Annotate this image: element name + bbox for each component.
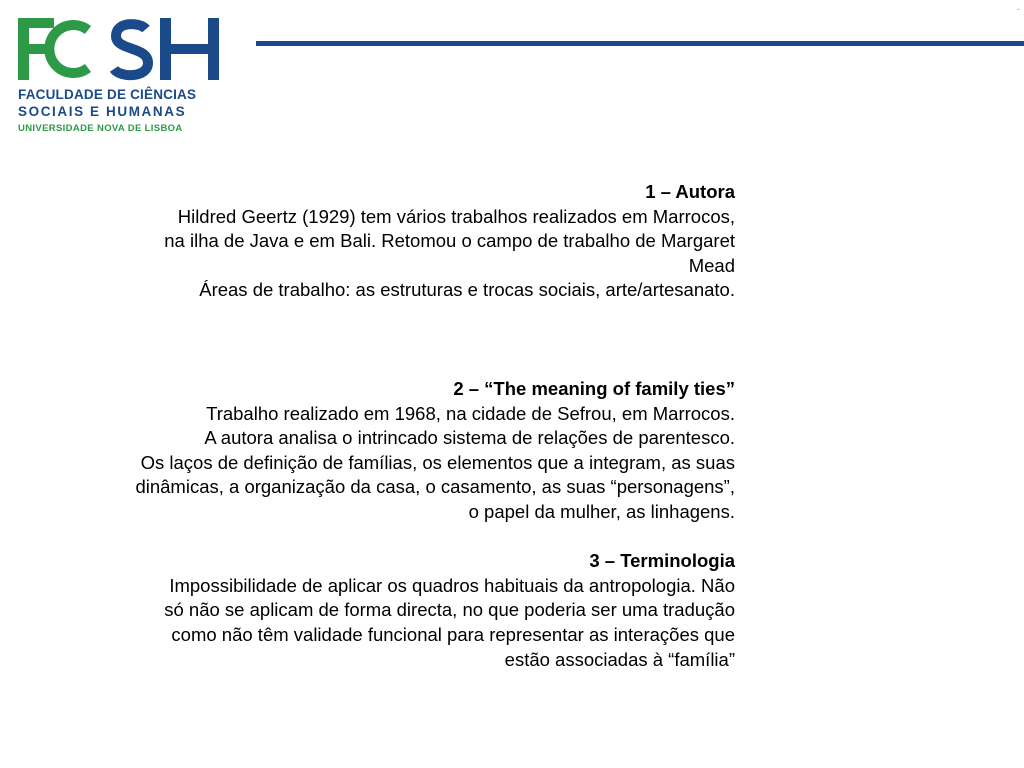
fcsh-logo: [16, 14, 226, 138]
logo-university-line: UNIVERSIDADE NOVA DE LISBOA: [18, 123, 183, 134]
text-line: na ilha de Java e em Bali. Retomou o campo de trabalho de Margaret: [164, 230, 735, 252]
text-line: o papel da mulher, as linhagens.: [468, 500, 735, 522]
text-line: A autora analisa o intrincado sistema de relações de parentesco.: [204, 427, 735, 449]
text-line: Trabalho realizado em 1968, na cidade de Sefrou, em Marrocos.: [206, 402, 735, 424]
text-line: Impossibilidade de aplicar os quadros habituais da antropologia. Não: [169, 574, 735, 596]
section-work: [70, 377, 735, 525]
corner-mark: -: [1017, 4, 1020, 14]
section-terminology: [70, 549, 735, 672]
text-line: Mead: [688, 254, 735, 276]
logo-faculty-line: FACULDADE DE CIÊNCIAS: [18, 87, 197, 102]
section-heading: 2 – “The meaning of family ties”: [453, 377, 735, 399]
header-rule: [256, 41, 1024, 46]
section-author: [70, 180, 735, 303]
text-line: Áreas de trabalho: as estruturas e trocas sociais, arte/artesanato.: [199, 279, 735, 301]
logo-faculty-line-2: SOCIAIS E HUMANAS: [18, 104, 187, 119]
fcsh-logo-mark: [16, 14, 222, 84]
text-line: como não têm validade funcional para representar as interações que: [171, 623, 735, 645]
section-heading: 1 – Autora: [645, 181, 735, 202]
text-line: Hildred Geertz (1929) tem vários trabalhos realizados em Marrocos,: [177, 205, 735, 227]
text-line: Os laços de definição de famílias, os elementos que a integram, as suas: [140, 451, 735, 473]
slide-content: [70, 180, 735, 672]
text-line: só não se aplicam de forma directa, no que poderia ser uma tradução: [164, 599, 735, 621]
text-line: dinâmicas, a organização da casa, o casamento, as suas “personagens”,: [135, 476, 735, 498]
section-heading: 3 – Terminologia: [589, 550, 735, 572]
text-line: estão associadas à “família”: [504, 648, 735, 670]
